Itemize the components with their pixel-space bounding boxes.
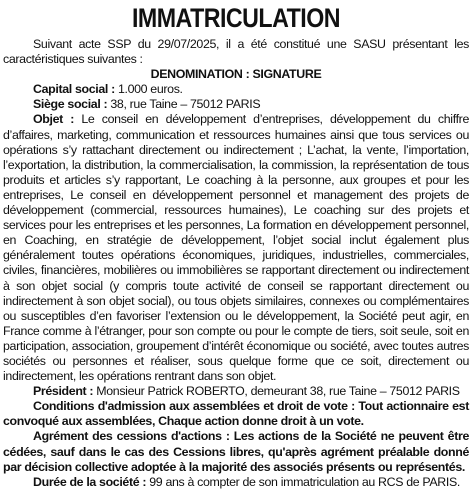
objet-value: Le conseil en développement d’entreprises, développement du chiffre d’affaires, marketing, communication et ressources humaines ainsi que tous services ou opérations s’y rattachant directement ou indirectement ; L’achat, la vente, l’importation, l’exportation, la distribution, la commercialisation, la commission, la représentation de tous produits et articles s’y rapportant, Le coaching à la personne, aux groupes et pour les entreprises, Le conseil en développement personnel et management des projets de développement (commercial, ressources humaines), Le coaching sur des projets et services pour les entreprises et les personnes, La formation en développement personnel, en Coaching, en stratégie de développement, l’objet social inclut également plus généralement toutes opérations économiques, juridiques, industrielles, commerciales, civiles, financières, mobilières ou immobilières se rapportant directement ou indirectement à son objet social (y compris toute activité de conseil se rapportant directement ou indirectement à son objet social), ou tous objets similaires, connexes ou complémentaires ou susceptibles d’en favoriser l’extension ou le développement, la Société peut agir, en France comme à l’étranger, pour son compte ou pour le compte de tiers, soit seule, soit en participation, association, groupement d’intérêt économique ou société, avec toutes autres sociétés ou personnes et réaliser, sous quelque forme que ce soit, directement ou indirectement, les opérations rentrant dans son objet.	[3, 112, 469, 384]
conditions-paragraph	[3, 399, 469, 429]
agrement-paragraph	[3, 429, 469, 474]
siege-label: Siège social :	[33, 97, 108, 112]
agrement-text: Agrément des cessions d'actions : Les actions de la Société ne peuvent être cédées, sauf dans le cas des Cessions libres, qu'après agrément préalable donné par décision collective adoptée à la majorité des associés présents ou représentés.	[3, 429, 469, 474]
siege-value: 38, rue Taine – 75012 PARIS	[107, 97, 261, 112]
president-label: Président :	[33, 384, 94, 399]
intro-paragraph: Suivant acte SSP du 29/07/2025, il a été constitué une SASU présentant les caractéristiques suivantes :	[3, 37, 469, 67]
president-value: Monsieur Patrick ROBERTO, demeurant 38, rue Taine – 75012 PARIS	[93, 384, 460, 399]
duree-value: 99 ans à compter de son immatriculation au RCS de PARIS.	[146, 474, 461, 489]
notice-title: IMMATRICULATION	[131, 3, 341, 33]
duree-line	[3, 475, 469, 490]
capital-value: 1.000 euros.	[114, 82, 183, 97]
conditions-text: Conditions d'admission aux assemblées et droit de vote : Tout actionnaire est convoqué aux assemblées, Chaque action donne droit à un vote.	[3, 399, 469, 429]
capital-line	[3, 82, 469, 97]
president-line	[3, 384, 469, 399]
denomination-line: DENOMINATION : SIGNATURE	[150, 67, 322, 82]
objet-paragraph	[3, 112, 469, 384]
objet-label: Objet :	[33, 112, 75, 127]
capital-label: Capital social :	[33, 82, 115, 97]
siege-line	[3, 97, 469, 112]
duree-label: Durée de la société :	[33, 474, 147, 489]
